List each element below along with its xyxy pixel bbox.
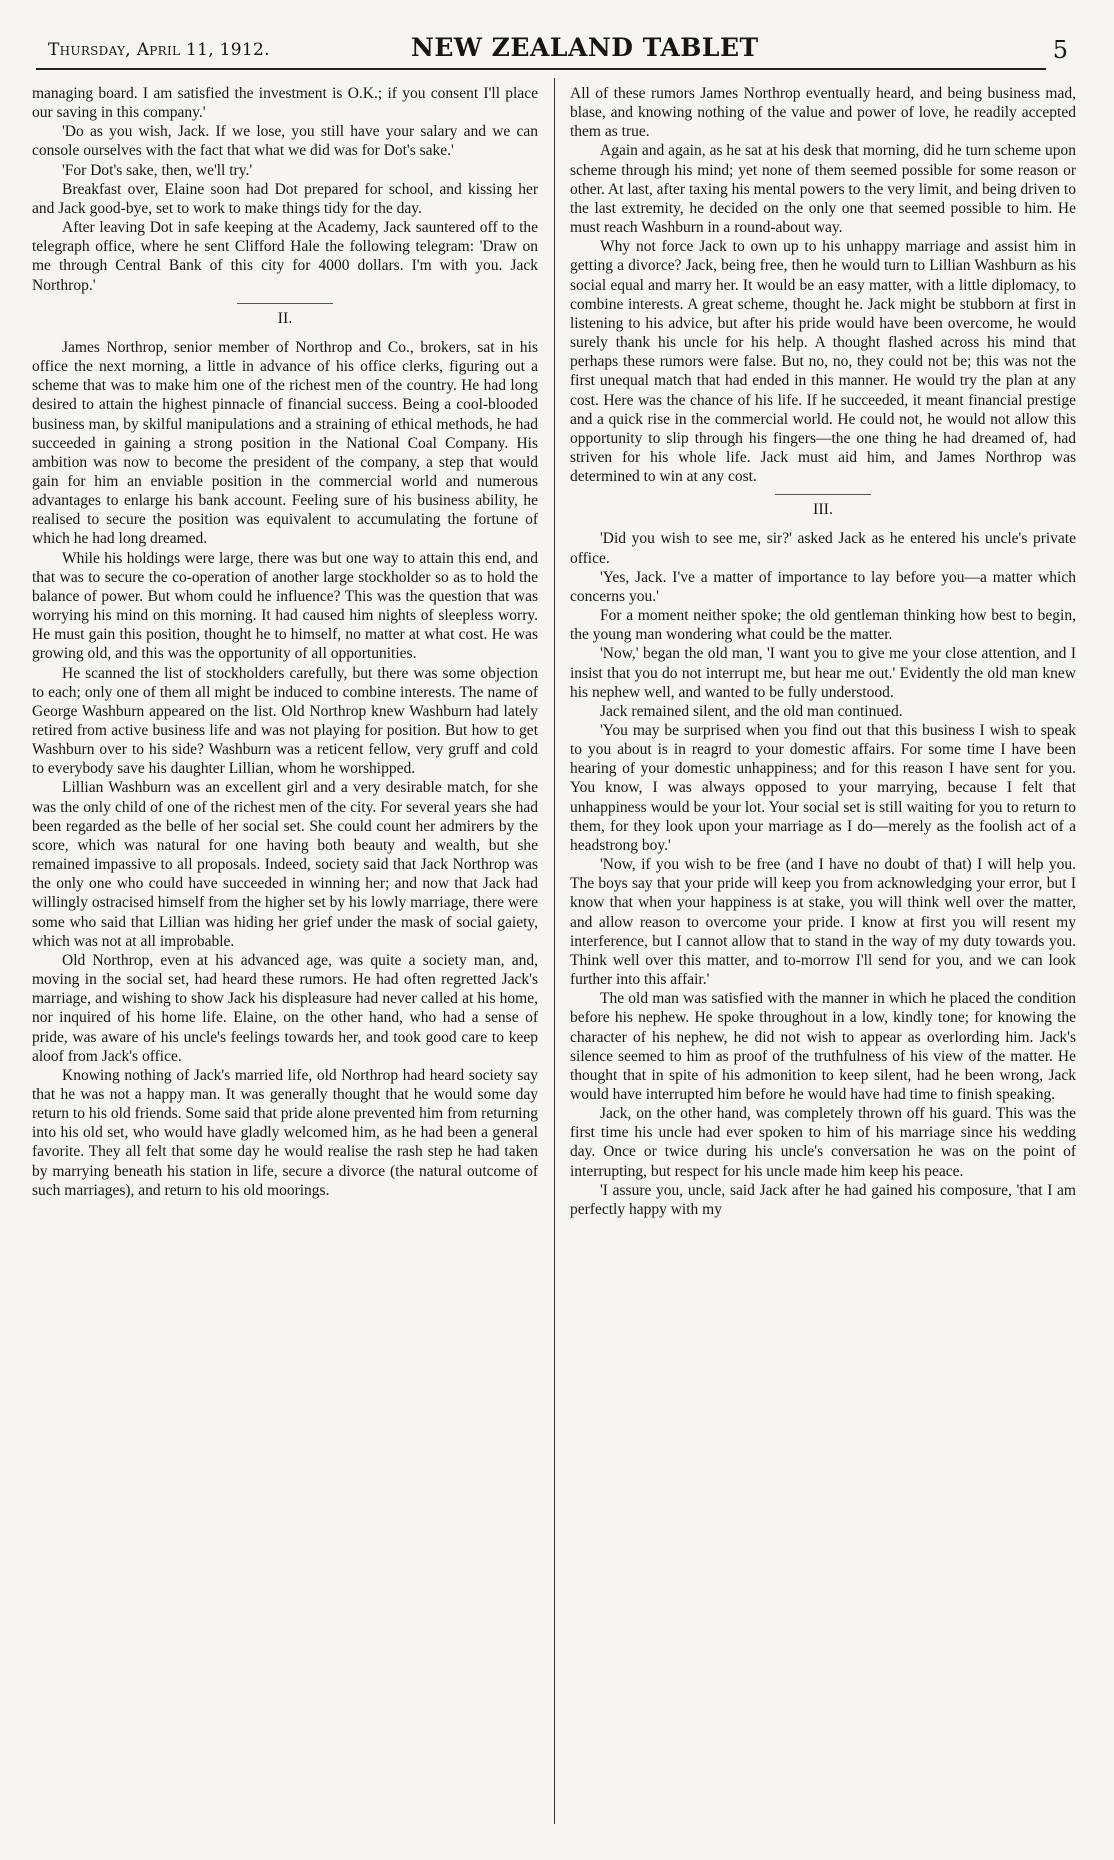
header-rule [36,68,1046,70]
paragraph: 'Do as you wish, Jack. If we lose, you still have your salary and we can console ourselves with the fact that what we did was for Dot's sake.' [32,123,538,160]
paragraph: James Northrop, senior member of Northrop and Co., brokers, sat in his office the next morning, a little in advance of his office clerks, figuring out a scheme that was to make him one of the richest men of the country. He had long desired to attain the highest pinnacle of financial success. Being a cool-blooded business man, by skilful manipulations and a straining of ethical methods, he had succeeded in gaining a strong position in the National Coal Company. His ambition was now to become the president of the company, a step that would gain for him an enviable position in the commercial world and numerous advantages to enlarge his bank account. Feeling sure of his business ability, he realised to secure the position was equivalent to accumulating the fortune of which he had long dreamed. [32,338,538,548]
paragraph: Knowing nothing of Jack's married life, old Northrop had heard society say that he was not a happy man. It was generally thought that he would some day return to his old friends. Some said that pride alone prevented him from returning into his old set, who would have gladly welcomed him, as he had been a general favorite. They all felt that some day he would realise the rash step he had taken by marrying beneath his station in life, secure a divorce (the natural outcome of such marriages), and return to his old moorings. [32,1066,538,1199]
paragraph: For a moment neither spoke; the old gentleman thinking how best to begin, the young man wondering what could be the matter. [570,607,1076,644]
paragraph: The old man was satisfied with the manner in which he placed the condition before his nephew. He spoke throughout in a low, kindly tone; for knowing the character of his nephew, he did not wish to appear as overlording him. Jack's silence seemed to him as proof of the truthfulness of his view of the matter. He thought that in spite of his admonition to keep silent, had he been wrong, Jack would have interrupted him before he would have had time to finish speaking. [570,990,1076,1103]
paragraph: He scanned the list of stockholders carefully, but there was some objection to each; only one of them all might be induced to combine interests. The name of George Washburn appeared on the list. Old Northrop knew Washburn had lately retired from active business life and was not playing for position. But how to get Washburn over to his side? Washburn was a reticent fellow, very gruff and cold to everybody save his daughter Lillian, whom he worshipped. [32,664,538,778]
paragraph: 'Now, if you wish to be free (and I have no doubt of that) I will help you. The boys say that your pride will keep you from acknowledging your error, but I know that when your happiness is at stake, you will think well over the matter, and allow reason to overcome your pride. I know at first you will resent my interference, but I cannot allow that to stand in the way of my duty towards you. Think well over this matter, and to-morrow I'll send for you, and we can look further into this affair.' [570,856,1076,989]
paragraph: Why not force Jack to own up to his unhappy marriage and assist him in getting a divorce? Jack, being free, then he would turn to Lillian Washburn as his social equal and marry her. It would be an easy matter, with a little diplomacy, to combine interests. A great scheme, thought he. Jack might be stubborn at first in listening to his advice, but after his pride would have been overcome, he would surely thank his uncle for his help. A thought flashed across his mind that perhaps these rumors were false. But no, no, they could not be; this was not the first unequal match that had ended in this manner. He would try the plan at any cost. Here was the chance of his life. If he succeeded, it meant financial prestige and a quick rise in the commercial world. He could not, he would not allow this opportunity to slip through his fingers—the one thing he had dreamed of, had striven for his whole life. Jack must aid him, and James Northrop was determined to win at any cost. [570,238,1076,486]
paragraph: 'You may be surprised when you find out that this business I wish to speak to you about is in reagrd to your domestic affairs. For some time I have been hearing of your domestic unhappiness; and for this reason I have sent for you. You know, I was always opposed to your marrying, because I felt that unhappiness would be your lot. Your social set is still waiting for you to return to them, for they look upon your marriage as I do—merely as the foolish act of a headstrong boy.' [570,722,1076,854]
left-column [32,84,538,1200]
paragraph: Jack remained silent, and the old man continued. [600,702,903,720]
column-divider [554,78,555,1824]
paragraph: 'Now,' began the old man, 'I want you to give me your close attention, and I insist that you do not interrupt me, but hear me out.' Evidently the old man knew his nephew well, and wanted to be fully understood. [570,645,1076,701]
paragraph: managing board. I am satisfied the investment is O.K.; if you consent I'll place our saving in this company.' [32,85,538,122]
paragraph: Again and again, as he sat at his desk that morning, did he turn scheme upon scheme through his mind; yet none of them seemed possible for some reason or other. At last, after taxing his mental powers to the very limit, and being driven to the last extremity, he decided on the only one that seemed possible to him. He must reach Washburn in a round-about way. [570,142,1076,237]
paragraph: After leaving Dot in safe keeping at the Academy, Jack sauntered off to the telegraph office, where he sent Clifford Hale the following telegram: 'Draw on me through Central Bank of this city for 4000 dollars. I'm with you. Jack Northrop.' [32,219,538,294]
paragraph: 'I assure you, uncle, said Jack after he had gained his composure, 'that I am perfectly happy with my [570,1181,1076,1218]
paragraph: Lillian Washburn was an excellent girl and a very desirable match, for she was the only child of one of the richest men of the city. For several years she had been regarded as the belle of her social set. She could count her admirers by the score, which was natural for one having both beauty and wealth, but she remained impassive to all proposals. Indeed, society said that Jack Northrop was the only one who could have succeeded in winning her; and now that Jack had willingly ostracised himself from the higher set by his lowly marriage, there were some who said that Lillian was hiding her grief under the mask of social gaiety, which was not at all improbable. [32,779,538,950]
paragraph: While his holdings were large, there was but one way to attain this end, and that was to secure the co-operation of another large stockholder so as to hold the balance of power. But whom could he influence? This was the question that was worrying his mind on this morning. It had caused him nights of sleepless worry. He must gain this position, thought he to himself, no matter at what cost. He was growing old, and this was the opportunity of all opportunities. [32,549,538,663]
right-column [570,84,1076,1219]
page-number: 5 [1052,36,1068,64]
section-heading: II. [32,309,538,328]
paragraph: 'Yes, Jack. I've a matter of importance to lay before you—a matter which concerns you.' [570,568,1076,605]
issue-date: Thursday, April 11, 1912. [48,40,270,60]
section-heading: III. [570,500,1076,519]
masthead [36,28,1068,68]
paragraph: Old Northrop, even at his advanced age, was quite a society man, and, moving in the social set, had heard these rumors. He had often regretted Jack's marriage, and wishing to show Jack his displeasure had never called at his home, nor inquired of his home life. Elaine, on the other hand, who had a sense of pride, was aware of his uncle's feelings towards her, and took good care to keep aloof from Jack's office. [32,951,538,1065]
paragraph: Breakfast over, Elaine soon had Dot prepared for school, and kissing her and Jack good-bye, set to work to make things tidy for the day. [32,180,538,217]
paragraph: 'Did you wish to see me, sir?' asked Jack as he entered his uncle's private office. [570,530,1076,567]
paragraph: Jack, on the other hand, was completely thrown off his guard. This was the first time his uncle had ever spoken to him of his marriage since his wedding day. Once or twice during his uncle's conversation he was on the point of interrupting, but respect for his uncle made him keep his peace. [570,1105,1076,1180]
publication-title: NEW ZEALAND TABLET [411,33,759,62]
paragraph: All of these rumors James Northrop eventually heard, and being business mad, blase, and knowing nothing of the value and power of love, he readily accepted them as true. [570,85,1076,141]
paragraph: 'For Dot's sake, then, we'll try.' [62,161,253,179]
